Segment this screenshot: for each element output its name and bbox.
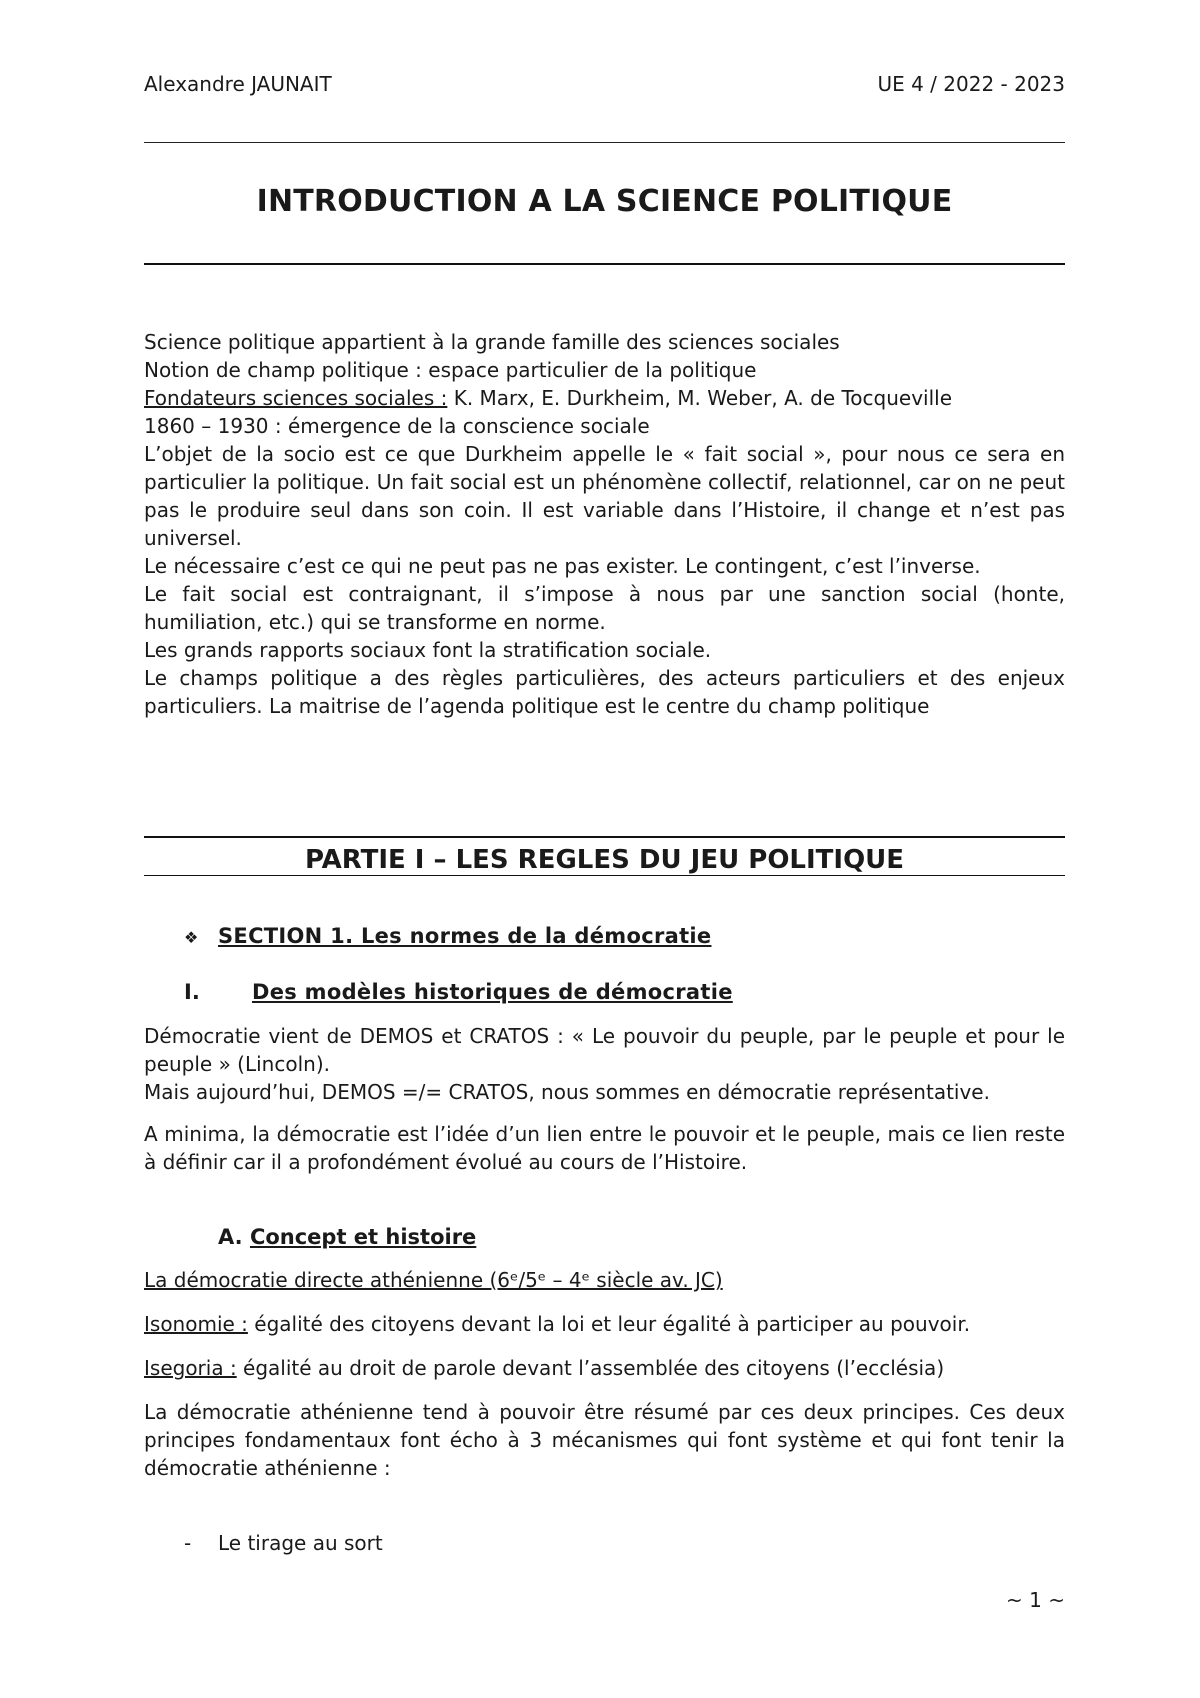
athens-heading: La démocratie directe athénienne (6ᵉ/5ᵉ – 4ᵉ siècle av. JC) bbox=[144, 1268, 723, 1292]
intro-line: 1860 – 1930 : émergence de la conscience sociale bbox=[144, 414, 650, 438]
paragraph: Mais aujourd’hui, DEMOS =/= CRATOS, nous sommes en démocratie représentative. bbox=[144, 1080, 990, 1104]
subheading-label: Concept et histoire bbox=[249, 1225, 477, 1249]
intro-paragraph: Le fait social est contraignant, il s’impose à nous par une sanction social (honte, humiliation, etc.) qui se transforme en norme. bbox=[144, 582, 1065, 634]
intro-line: Science politique appartient à la grande famille des sciences sociales bbox=[144, 330, 840, 354]
header-course: UE 4 / 2022 - 2023 bbox=[877, 72, 1065, 96]
isegoria-paragraph bbox=[144, 1354, 1065, 1382]
partie-rule-top bbox=[144, 836, 1065, 838]
subheading-number: A. bbox=[218, 1225, 243, 1249]
isonomie-paragraph bbox=[144, 1310, 1065, 1338]
intro-founders bbox=[144, 384, 1065, 412]
founders-text: K. Marx, E. Durkheim, M. Weber, A. de Tocqueville bbox=[447, 386, 953, 410]
subheading-I bbox=[184, 978, 733, 1006]
isegoria-label: Isegoria : bbox=[144, 1356, 237, 1380]
diamond-bullet-icon: ❖ bbox=[184, 928, 199, 947]
document-title: INTRODUCTION A LA SCIENCE POLITIQUE bbox=[256, 184, 953, 219]
subheading-A bbox=[218, 1223, 476, 1251]
header-author: Alexandre JAUNAIT bbox=[144, 72, 332, 96]
subheading-label: Des modèles historiques de démocratie bbox=[252, 980, 733, 1004]
page-number: ~ 1 ~ bbox=[1006, 1588, 1065, 1612]
isegoria-text: égalité au droit de parole devant l’assemblée des citoyens (l’ecclésia) bbox=[236, 1356, 945, 1380]
intro-line: Notion de champ politique : espace particulier de la politique bbox=[144, 358, 757, 382]
athens-block bbox=[144, 1266, 1065, 1498]
isonomie-label: Isonomie : bbox=[144, 1312, 248, 1336]
paragraph: A minima, la démocratie est l’idée d’un lien entre le pouvoir et le peuple, mais ce lien reste à définir car il a profondément évolué au cours de l’Histoire. bbox=[144, 1122, 1065, 1174]
dash-bullet: - bbox=[184, 1531, 192, 1555]
summary-paragraph: La démocratie athénienne tend à pouvoir être résumé par ces deux principes. Ces deux principes fondamentaux font écho à 3 mécanismes qui font système et qui font tenir la démocratie athénienne : bbox=[144, 1400, 1065, 1480]
list-item-text: Le tirage au sort bbox=[218, 1531, 383, 1555]
partie-heading: PARTIE I – LES REGLES DU JEU POLITIQUE bbox=[304, 845, 905, 875]
subheading-number: I. bbox=[184, 980, 200, 1004]
paragraph: Démocratie vient de DEMOS et CRATOS : « Le pouvoir du peuple, par le peuple et pour le peuple » (Lincoln). bbox=[144, 1024, 1065, 1076]
intro-block bbox=[144, 328, 1065, 720]
header-rule bbox=[144, 142, 1065, 143]
isonomie-text: égalité des citoyens devant la loi et leur égalité à participer au pouvoir. bbox=[247, 1312, 971, 1336]
section-heading bbox=[184, 922, 711, 952]
intro-paragraph: Le champs politique a des règles particulières, des acteurs particuliers et des enjeux particuliers. La maitrise de l’agenda politique est le centre du champ politique bbox=[144, 666, 1065, 718]
section-label: SECTION 1. Les normes de la démocratie bbox=[218, 924, 712, 948]
founders-label: Fondateurs sciences sociales : bbox=[144, 386, 448, 410]
partie-rule-bottom bbox=[144, 875, 1065, 876]
title-rule bbox=[144, 263, 1065, 265]
intro-paragraph: L’objet de la socio est ce que Durkheim appelle le « fait social », pour nous ce sera en particulier la politique. Un fait social est un phénomène collectif, relationnel, car on ne peut pas le produire seul dans son coin. Il est variable dans l’Histoire, il change et n’est pas universel. bbox=[144, 442, 1065, 550]
intro-line: Les grands rapports sociaux font la stratification sociale. bbox=[144, 638, 712, 662]
list-item bbox=[184, 1529, 383, 1557]
intro-paragraph: Le nécessaire c’est ce qui ne peut pas ne pas exister. Le contingent, c’est l’inverse. bbox=[144, 554, 981, 578]
democracy-block bbox=[144, 1022, 1065, 1176]
